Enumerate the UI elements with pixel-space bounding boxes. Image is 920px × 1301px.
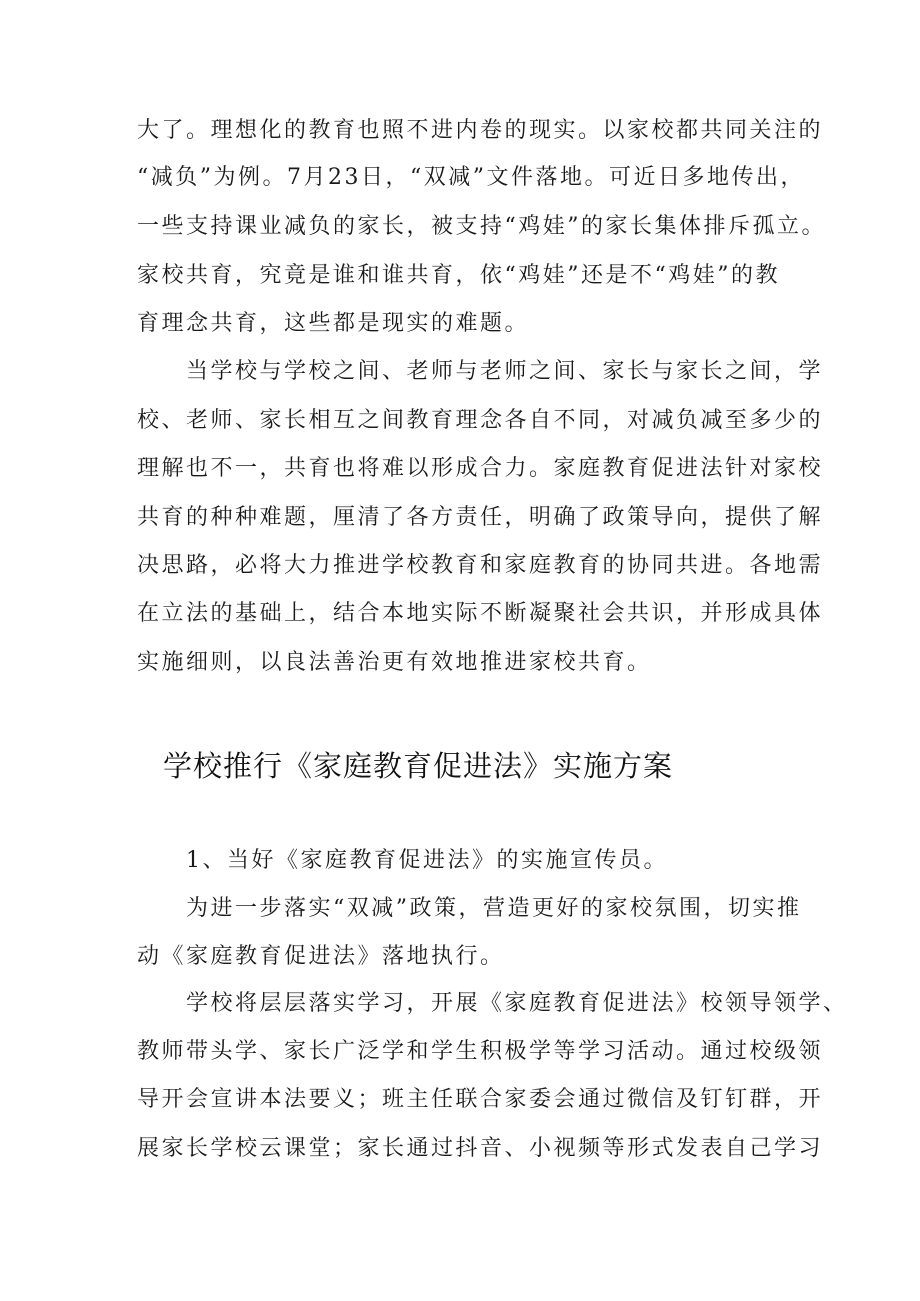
list-item-heading: 1、当好《家庭教育促进法》的实施宣传员。: [186, 848, 668, 873]
paragraph-line: “减负”为例。7月23日，“双减”文件落地。可近日多地传出，: [137, 165, 805, 190]
paragraph-line: 实施细则，以良法善治更有效地推进家校共育。: [137, 650, 652, 675]
paragraph-line: 导开会宣讲本法要义；班主任联合家委会通过微信及钉钉群，开: [137, 1087, 824, 1112]
paragraph-line: 一些支持课业减负的家长，被支持“鸡娃”的家长集体排斥孤立。: [137, 214, 826, 239]
paragraph-line: 共育的种种难题，厘清了各方责任，明确了政策导向，提供了解: [137, 505, 824, 530]
paragraph-line: 为进一步落实“双减”政策，营造更好的家校氛围，切实推: [186, 896, 802, 921]
paragraph-line: 在立法的基础上，结合本地实际不断凝聚社会共识，并形成具体: [137, 601, 824, 626]
paragraph-line: 校、老师、家长相互之间教育理念各自不同，对减负减至多少的: [137, 408, 824, 433]
paragraph-line: 理解也不一，共育也将难以形成合力。家庭教育促进法针对家校: [137, 456, 824, 481]
paragraph-line: 动《家庭教育促进法》落地执行。: [137, 944, 505, 969]
paragraph-line: 学校将层层落实学习，开展《家庭教育促进法》校领导领学、: [186, 991, 848, 1016]
paragraph-line: 当学校与学校之间、老师与老师之间、家长与家长之间，学: [186, 359, 824, 384]
paragraph-line: 决思路，必将大力推进学校教育和家庭教育的协同共进。各地需: [137, 553, 824, 578]
paragraph-line: 教师带头学、家长广泛学和学生积极学等学习活动。通过校级领: [137, 1039, 824, 1064]
section-title: 学校推行《家庭教育促进法》实施方案: [163, 749, 674, 783]
paragraph-line: 展家长学校云课堂；家长通过抖音、小视频等形式发表自己学习: [137, 1136, 824, 1161]
paragraph-line: 大了。理想化的教育也照不进内卷的现实。以家校都共同关注的: [137, 118, 824, 143]
paragraph-line: 育理念共育，这些都是现实的难题。: [137, 311, 530, 336]
paragraph-line: 家校共育，究竟是谁和谁共育，依“鸡娃”还是不“鸡娃”的教: [137, 263, 780, 288]
